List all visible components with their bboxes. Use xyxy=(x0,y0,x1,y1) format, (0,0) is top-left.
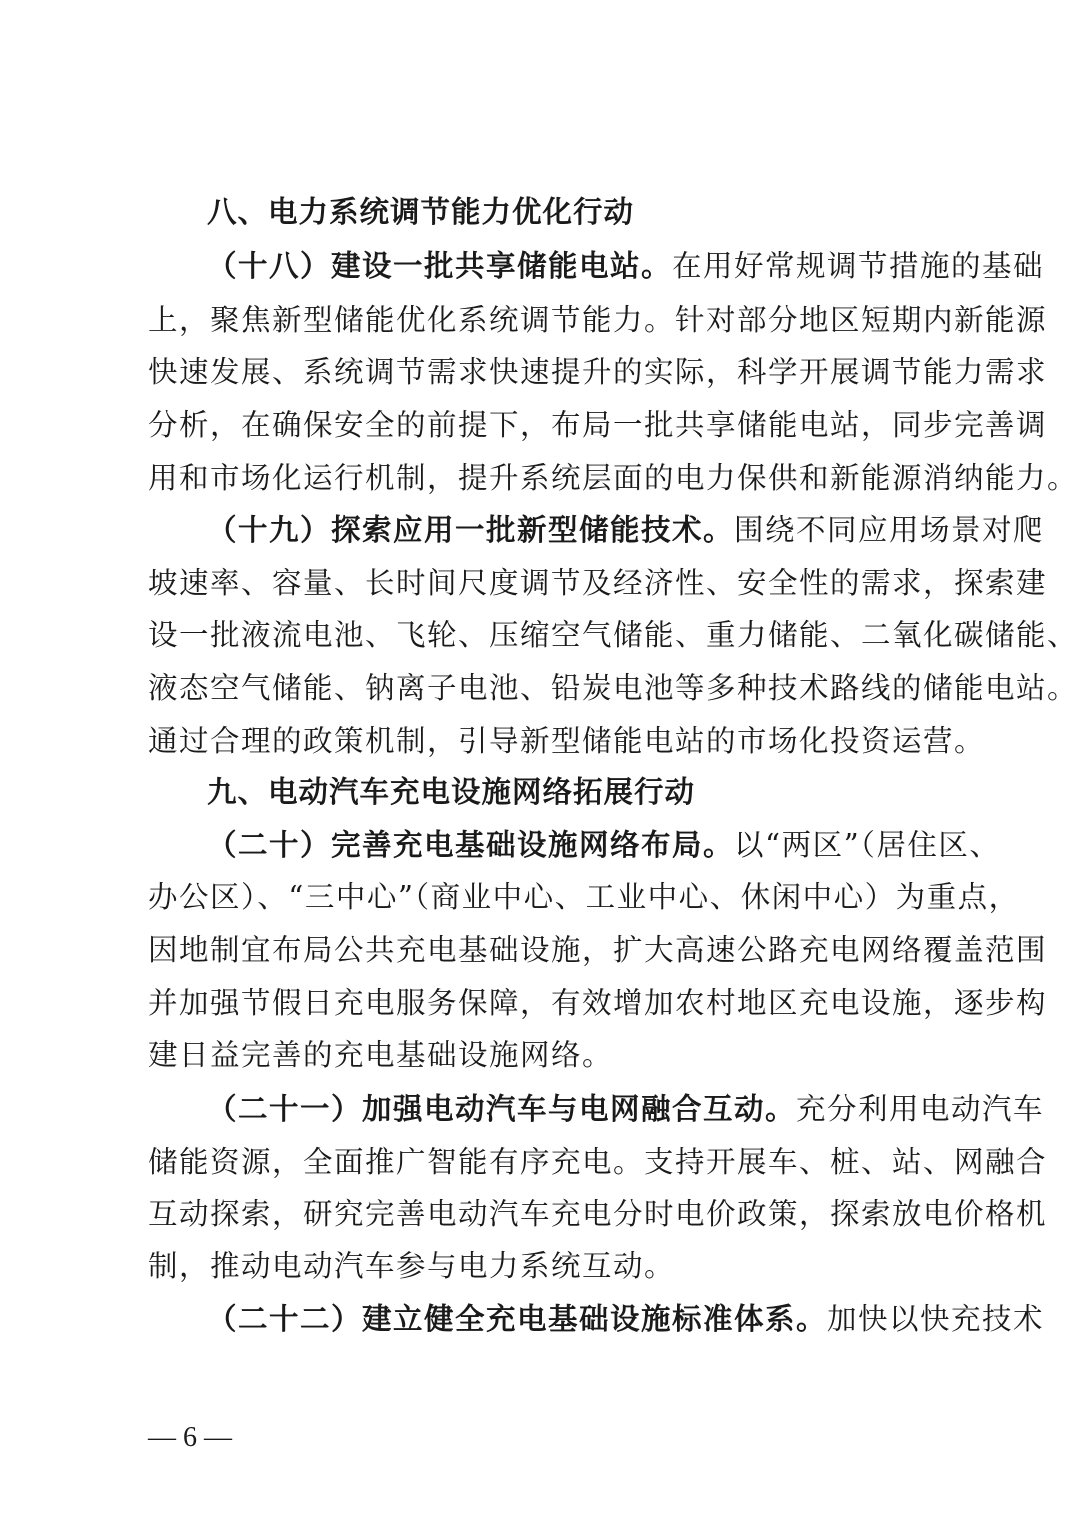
paragraph-line: 通过合理的政策机制，引导新型储能电站的市场化投资运营。 xyxy=(148,724,986,758)
paragraph-text: 在用好常规调节措施的基础 xyxy=(672,249,1045,283)
paragraph-line: 制，推动电动汽车参与电力系统互动。 xyxy=(148,1249,676,1283)
item-title: （二十一）加强电动汽车与电网融合互动。 xyxy=(207,1092,797,1126)
paragraph-line: 分析，在确保安全的前提下，布局一批共享储能电站，同步完善调 xyxy=(148,408,1048,442)
paragraph-text: 围绕不同应用场景对爬 xyxy=(734,513,1045,547)
paragraph-line: 坡速率、容量、长时间尺度调节及经济性、安全性的需求，探索建 xyxy=(148,566,1048,600)
paragraph-line: 用和市场化运行机制，提升系统层面的电力保供和新能源消纳能力。 xyxy=(148,461,1079,495)
paragraph-line: 液态空气储能、钠离子电池、铅炭电池等多种技术路线的储能电站。 xyxy=(148,671,1079,705)
paragraph-first-line xyxy=(207,1291,1045,1347)
paragraph-line: 上，聚焦新型储能优化系统调节能力。针对部分地区短期内新能源 xyxy=(148,303,1048,337)
page-number: — 6 — xyxy=(148,1422,232,1453)
item-title: （二十）完善充电基础设施网络布局。 xyxy=(207,828,735,862)
item-title: （二十二）建立健全充电基础设施标准体系。 xyxy=(207,1302,828,1336)
paragraph-first-line xyxy=(207,817,1001,873)
paragraph-line: 建日益完善的充电基础设施网络。 xyxy=(148,1038,614,1072)
paragraph-text: 以“两区”（居住区、 xyxy=(734,828,1001,862)
paragraph-first-line xyxy=(207,1081,1045,1137)
paragraph-line: 办公区）、“三中心”（商业中心、工业中心、休闲中心）为重点， xyxy=(148,880,1020,914)
paragraph-first-line xyxy=(207,238,1045,294)
paragraph-line: 设一批液流电池、飞轮、压缩空气储能、重力储能、二氧化碳储能、 xyxy=(148,618,1079,652)
paragraph-line: 因地制宜布局公共充电基础设施，扩大高速公路充电网络覆盖范围 xyxy=(148,933,1048,967)
section-heading: 八、电力系统调节能力优化行动 xyxy=(207,195,635,229)
section-heading: 九、电动汽车充电设施网络拓展行动 xyxy=(207,775,696,809)
item-title: （十九）探索应用一批新型储能技术。 xyxy=(207,513,735,547)
paragraph-text: 加快以快充技术 xyxy=(827,1302,1045,1336)
paragraph-text: 充分利用电动汽车 xyxy=(796,1092,1045,1126)
paragraph-line: 并加强节假日充电服务保障，有效增加农村地区充电设施，逐步构 xyxy=(148,986,1048,1020)
paragraph-first-line xyxy=(207,502,1045,558)
paragraph-line: 快速发展、系统调节需求快速提升的实际，科学开展调节能力需求 xyxy=(148,355,1048,389)
paragraph-line: 互动探索，研究完善电动汽车充电分时电价政策，探索放电价格机 xyxy=(148,1197,1048,1231)
item-title: （十八）建设一批共享储能电站。 xyxy=(207,249,673,283)
paragraph-line: 储能资源，全面推广智能有序充电。支持开展车、桩、站、网融合 xyxy=(148,1145,1048,1179)
